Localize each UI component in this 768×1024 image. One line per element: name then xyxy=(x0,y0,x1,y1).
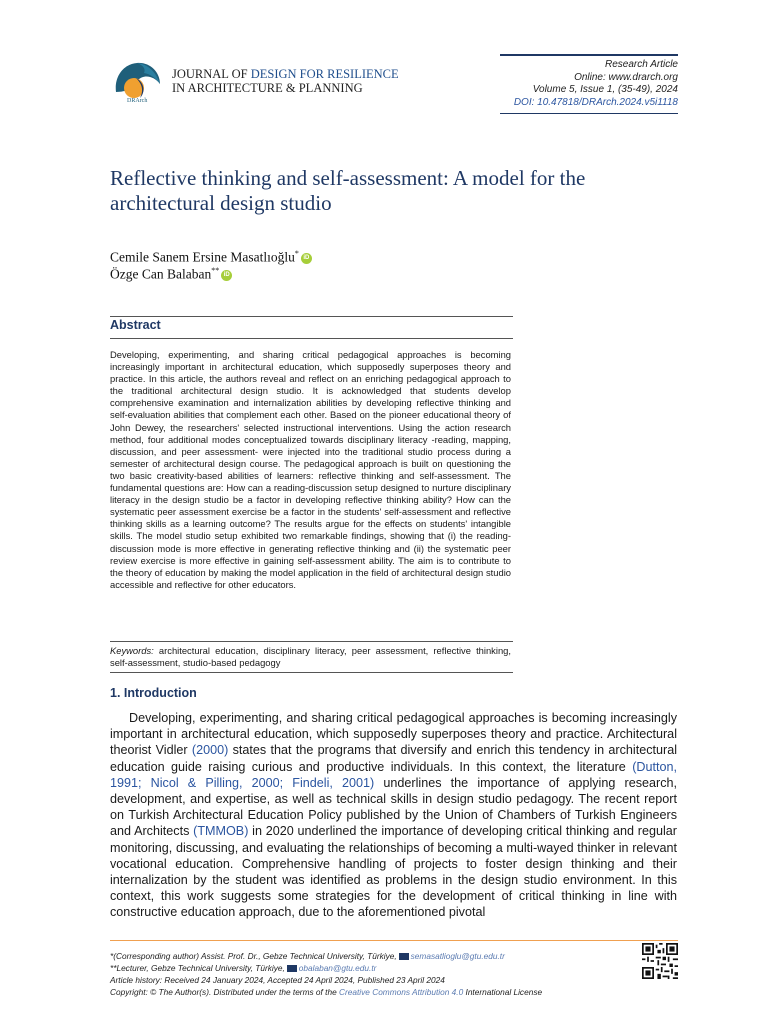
footnote-2 xyxy=(110,962,630,974)
copyright-text: Copyright: © The Author(s). Distributed under the terms of the xyxy=(110,987,339,997)
journal-name-line1: JOURNAL OF xyxy=(172,67,251,81)
orcid-icon[interactable]: iD xyxy=(301,253,312,264)
copyright xyxy=(110,986,630,998)
keywords-text: architectural education, disciplinary literacy, peer assessment, reflective thinking, self-assessment, studio-based pedagogy xyxy=(110,645,511,668)
journal-name-highlight: DESIGN FOR RESILIENCE xyxy=(250,67,399,81)
copyright-text: International License xyxy=(463,987,543,997)
paragraph-text: Developing, experimenting, and sharing critical pedagogical approaches is becoming increasingly important in architectural education, which supposedly superposes theory and practice. Architectural theorist Vidler xyxy=(110,711,677,758)
paragraph-text: underlines the importance of applying research, development, and expertise, as well as technical skills in design studio pedagogy. The recent report on Turkish Architectural Education Policy published by the Union of Chambers of Turkish Engineers and Architects xyxy=(110,775,677,839)
online-url[interactable]: Online: www.drarch.org xyxy=(574,71,678,83)
footnote-text: **Lecturer, Gebze Technical University, Türkiye, xyxy=(110,963,285,973)
footnotes xyxy=(110,950,630,998)
footnote-text: *(Corresponding author) Assist. Prof. Dr., Gebze Technical University, Türkiye, xyxy=(110,951,397,961)
abstract-text: Developing, experimenting, and sharing critical pedagogical approaches is becoming increasingly important in architectural education, which supposedly superposes theory and practice. In this article, the authors reveal and reflect on an enriching pedagogical approach to the traditional architectural design studio. It is acknowledged that students develop comprehensive examination and internalization abilities by developing reflective thinking and self-evaluation abilities that complement each other. Based on the pioneer educational theory of John Dewey, the researchers' selected instructional interventions. Using the action research method, four additional modes conceptualized towards disciplinary literacy -reading, mapping, discussion, and peer assessment- were injected into the traditional studio process during a semester of architectural design course. The pedagogical approach is built on questioning the two basic creativity-based abilities of learners: reflective thinking and self-assessment. The fundamental questions are: How can a reading-discussion setup designed to nurture disciplinary literacy in the design studio be a factor in developing reflective thinking ability? How can the systematic peer assessment exercise be a factor in the students' self-assessment and reflective thinking skills as a learning outcome? The results argue for the effects on students' intangible skills. The model studio setup exhibited two remarkable findings, showing that (i) the reading-discussion mode is more effective in generating reflective thinking and (ii) the systematic peer review exercise is more effective in gaining self-assessment ability. The aim is to contribute to the theory of education by making the model application in the field of architectural design studio accessible and reflective for other educators. xyxy=(110,349,511,590)
keywords-label: Keywords: xyxy=(110,645,154,656)
envelope-icon xyxy=(287,965,297,972)
article-history: Article history: Received 24 January 2024, Accepted 24 April 2024, Published 23 April 2024 xyxy=(110,975,445,985)
keywords xyxy=(110,645,511,669)
license-link[interactable]: Creative Commons Attribution 4.0 xyxy=(339,987,464,997)
paragraph-text: states that the programs that diversify and enrich this tendency in architectural education guide raising curious and productive individuals. In this context, the literature xyxy=(110,743,677,774)
author-name: Cemile Sanem Ersine Masatlıoğlu xyxy=(110,249,295,265)
logo-text: DRArch xyxy=(127,98,148,104)
email-link[interactable]: obalaban@gtu.edu.tr xyxy=(298,963,377,973)
envelope-icon xyxy=(399,953,409,960)
introduction-paragraph xyxy=(110,710,677,921)
author-2 xyxy=(110,266,232,283)
divider xyxy=(110,338,513,339)
citation-link[interactable]: (TMMOB) xyxy=(193,824,249,839)
footnote-1 xyxy=(110,950,630,962)
article-meta xyxy=(500,54,678,114)
author-mark: ** xyxy=(211,266,220,275)
volume-info: Volume 5, Issue 1, (35-49), 2024 xyxy=(532,84,678,95)
author-mark: * xyxy=(294,249,299,258)
qr-code-icon[interactable] xyxy=(642,943,678,979)
section-heading-introduction: 1. Introduction xyxy=(110,686,197,700)
orcid-icon[interactable]: iD xyxy=(221,270,232,281)
divider xyxy=(110,641,513,642)
footnote-divider xyxy=(110,940,678,941)
journal-logo xyxy=(110,58,166,104)
paragraph-text: in 2020 underlined the importance of developing critical thinking and regular monitoring, discussing, and evaluating the relationships of becoming a multi-wayed thinker in relevant vocational education. Comprehensive handling of projects to foster design thinking and their internalization by the student was identified as problems in the design studio environment. In this context, this work suggests some strategies for the development of critical thinking in line with constructive education approach, due to the aforementioned pivotal xyxy=(110,824,677,920)
article-title: Reflective thinking and self-assessment: A model for the architectural design studio xyxy=(110,166,586,215)
journal-name xyxy=(172,67,399,95)
author-name: Özge Can Balaban xyxy=(110,266,212,282)
article-type: Research Article xyxy=(605,59,678,70)
divider xyxy=(110,316,513,317)
email-link[interactable]: semasatlioglu@gtu.edu.tr xyxy=(410,951,505,961)
author-1 xyxy=(110,249,312,266)
abstract-heading: Abstract xyxy=(110,318,161,332)
journal-name-line2: IN ARCHITECTURE & PLANNING xyxy=(172,81,363,95)
doi-link[interactable]: DOI: 10.47818/DRArch.2024.v5i1118 xyxy=(513,96,678,108)
divider xyxy=(110,672,513,673)
citation-link[interactable]: (Dutton, 1991; Nicol & Pilling, 2000; Findeli, 2001) xyxy=(110,759,677,790)
citation-link[interactable]: (2000) xyxy=(191,743,229,758)
